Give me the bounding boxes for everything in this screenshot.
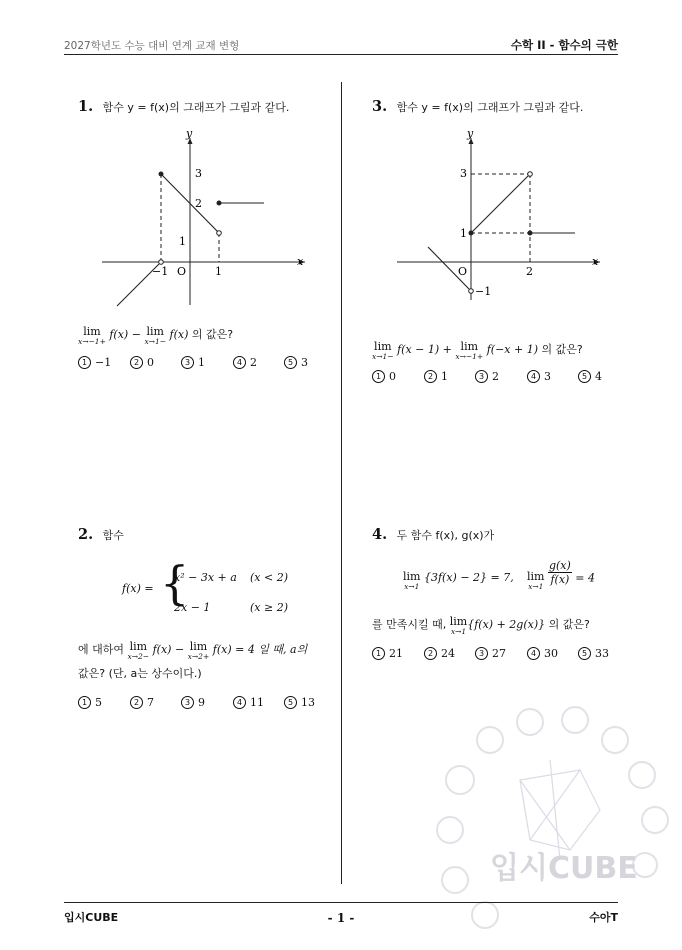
footer-left: 입시CUBE: [64, 911, 119, 924]
question-1-expression: lim x→−1+ f(x) − lim x→1− f(x) 의 값은?: [78, 325, 234, 346]
lim-1: lim x→−1+: [78, 325, 106, 346]
q4-choice-1[interactable]: 1 21: [372, 647, 403, 660]
question-3: [372, 96, 583, 118]
q1-choice-5[interactable]: 5 3: [284, 356, 308, 369]
q3-choice-3[interactable]: 3 2: [475, 370, 499, 383]
watermark-text: 입시CUBE: [490, 851, 638, 886]
q1-tick-2: 2: [195, 197, 202, 210]
q2-choice-5[interactable]: 5 13: [284, 696, 315, 709]
q3-choice-2[interactable]: 2 1: [424, 370, 448, 383]
q1-tick-x1: 1: [215, 265, 222, 278]
q2-choice-4[interactable]: 4 11: [233, 696, 264, 709]
q1-choice-4[interactable]: 4 2: [233, 356, 257, 369]
piecewise-brace: {: [160, 556, 190, 610]
question-1: [78, 96, 289, 118]
piecewise-case-2: 2x − 1: [174, 601, 211, 614]
piecewise-cond-2: (x ≥ 2): [250, 601, 288, 614]
q4-choice-4[interactable]: 4 30: [527, 647, 558, 660]
q1-y-label: y: [186, 127, 193, 140]
question-4-condition-1: lim x→1 {3f(x) − 2} = 7,: [403, 570, 514, 591]
question-4-line: 를 만족시킬 때, lim x→1 {f(x) + 2g(x)} 의 값은?: [372, 615, 590, 636]
question-3-text: 함수 y = f(x)의 그래프가 그림과 같다.: [396, 101, 584, 114]
question-2-number: 2.: [78, 526, 94, 543]
q1-choice-3[interactable]: 3 1: [181, 356, 205, 369]
q2-choice-2[interactable]: 2 7: [130, 696, 154, 709]
q3-choice-1[interactable]: 1 0: [372, 370, 396, 383]
footer-right: 수아T: [589, 911, 618, 924]
question-3-number: 3.: [372, 98, 388, 115]
piecewise-fx: f(x) =: [122, 582, 154, 595]
q3-choice-5[interactable]: 5 4: [578, 370, 602, 383]
question-3-graph: [395, 125, 607, 305]
q2-choice-1[interactable]: 1 5: [78, 696, 102, 709]
q3-x-label: x: [592, 255, 599, 268]
question-1-number: 1.: [78, 98, 94, 115]
question-3-expression: lim x→1− f(x − 1) + lim x→−1+ f(−x + 1) 의 값은?: [372, 340, 583, 361]
header-left-text: 2027학년도 수능 대비 연계 교재 변형: [64, 40, 240, 52]
q4-choice-5[interactable]: 5 33: [578, 647, 609, 660]
question-2-line2: 값은? (단, a는 상수이다.): [78, 667, 202, 680]
page-footer: [64, 902, 618, 933]
q1-choice-2[interactable]: 2 0: [130, 356, 154, 369]
question-4-condition-2: lim x→1 $\frac{g(x)}{f(x)}$ = 4: [527, 559, 596, 591]
question-4-number: 4.: [372, 526, 388, 543]
q1-tick-neg1: −1: [152, 265, 169, 278]
question-1-text: 함수 y = f(x)의 그래프가 그림과 같다.: [102, 101, 290, 114]
q3-tick-3: 3: [460, 167, 467, 180]
question-4: [372, 524, 494, 546]
question-2-condition: 에 대하여 lim x→2− f(x) − lim x→2+ f(x) = 4 일 때, a의: [78, 640, 308, 661]
q2-choice-3[interactable]: 3 9: [181, 696, 205, 709]
q3-tick-neg1: −1: [475, 285, 492, 298]
question-1-graph: [100, 125, 310, 310]
page-header: [64, 36, 618, 55]
q1-origin: O: [177, 265, 187, 278]
piecewise-case-1: x² − 3x + a: [174, 571, 237, 584]
question-4-text: 두 함수 f(x), g(x)가: [396, 529, 495, 542]
q4-choice-3[interactable]: 3 27: [475, 647, 506, 660]
column-divider: [341, 82, 342, 884]
q1-tick-1: 1: [179, 235, 186, 248]
q1-tick-3: 3: [195, 167, 202, 180]
q1-x-label: x: [297, 255, 304, 268]
q1-choice-1[interactable]: 1 −1: [78, 356, 111, 369]
page-number: - 1 -: [327, 911, 355, 925]
header-right-text: 수학 II - 함수의 극한: [510, 38, 618, 52]
lim-2: lim x→1−: [144, 325, 167, 346]
q3-tick-x2: 2: [526, 265, 533, 278]
q3-y-label: y: [467, 127, 474, 140]
piecewise-cond-1: (x < 2): [250, 571, 288, 584]
q4-choice-2[interactable]: 2 24: [424, 647, 455, 660]
q3-tick-1: 1: [460, 227, 467, 240]
q3-origin: O: [458, 265, 468, 278]
question-2: [78, 524, 124, 546]
question-2-text: 함수: [102, 529, 124, 542]
q3-choice-4[interactable]: 4 3: [527, 370, 551, 383]
